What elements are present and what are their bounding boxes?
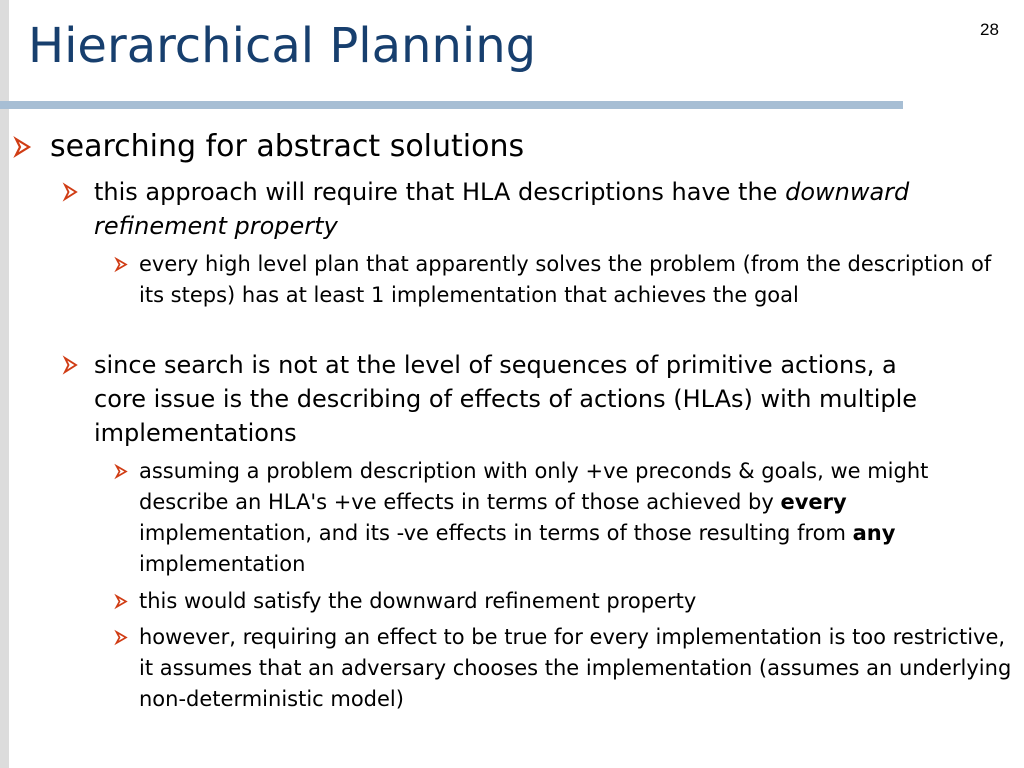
slide-left-edge [0, 0, 9, 768]
bullet-text-part: implementation, and its -ve effects in terms of those resulting from [139, 521, 853, 545]
arrow-bullet-icon [114, 249, 139, 311]
italic-term: downward refinement property [94, 178, 910, 240]
bullet-searching [12, 130, 1012, 164]
bullet-text: since search is not at the level of sequences of primitive actions, a core issue is the describing of effects of actions (HLAs) with multiple implementations [94, 351, 918, 447]
bold-term-every: every [780, 490, 847, 514]
bullet-text: searching for abstract solutions [50, 129, 525, 164]
bullet-text-part: assuming a problem description with only +ve preconds & goals, we might describe an HLA's +ve effects in terms of those achieved by [139, 459, 929, 514]
arrow-bullet-icon [62, 348, 94, 450]
bullet-satisfy-property [114, 586, 1014, 617]
bullet-text [139, 456, 1014, 580]
arrow-bullet-icon [114, 622, 139, 715]
arrow-bullet-icon [62, 175, 94, 243]
bullet-text: every high level plan that apparently solves the problem (from the description of its steps) has at least 1 implementation that achieves the goal [139, 252, 992, 307]
bullet-search-level [62, 348, 942, 450]
arrow-bullet-icon [12, 130, 50, 164]
bullet-text-part: implementation [139, 552, 306, 576]
bullet-text: this would satisfy the downward refinement property [139, 589, 697, 613]
bullet-text-part: this approach will require that HLA descriptions have the [94, 178, 786, 206]
bullet-high-level-plan [114, 249, 1014, 311]
title-underline [0, 101, 903, 109]
bold-term-any: any [852, 521, 896, 545]
page-number: 28 [980, 20, 999, 39]
arrow-bullet-icon [114, 456, 139, 580]
bullet-text [94, 175, 1012, 243]
arrow-bullet-icon [114, 586, 139, 617]
bullet-downward-refinement [62, 175, 1012, 243]
bullet-assuming-problem [114, 456, 1014, 580]
slide-title: Hierarchical Planning [28, 18, 537, 74]
bullet-text: however, requiring an effect to be true for every implementation is too restrictive, it assumes that an adversary chooses the implementation (assumes an underlying non-deterministic model) [139, 625, 1012, 711]
bullet-too-restrictive [114, 622, 1014, 715]
